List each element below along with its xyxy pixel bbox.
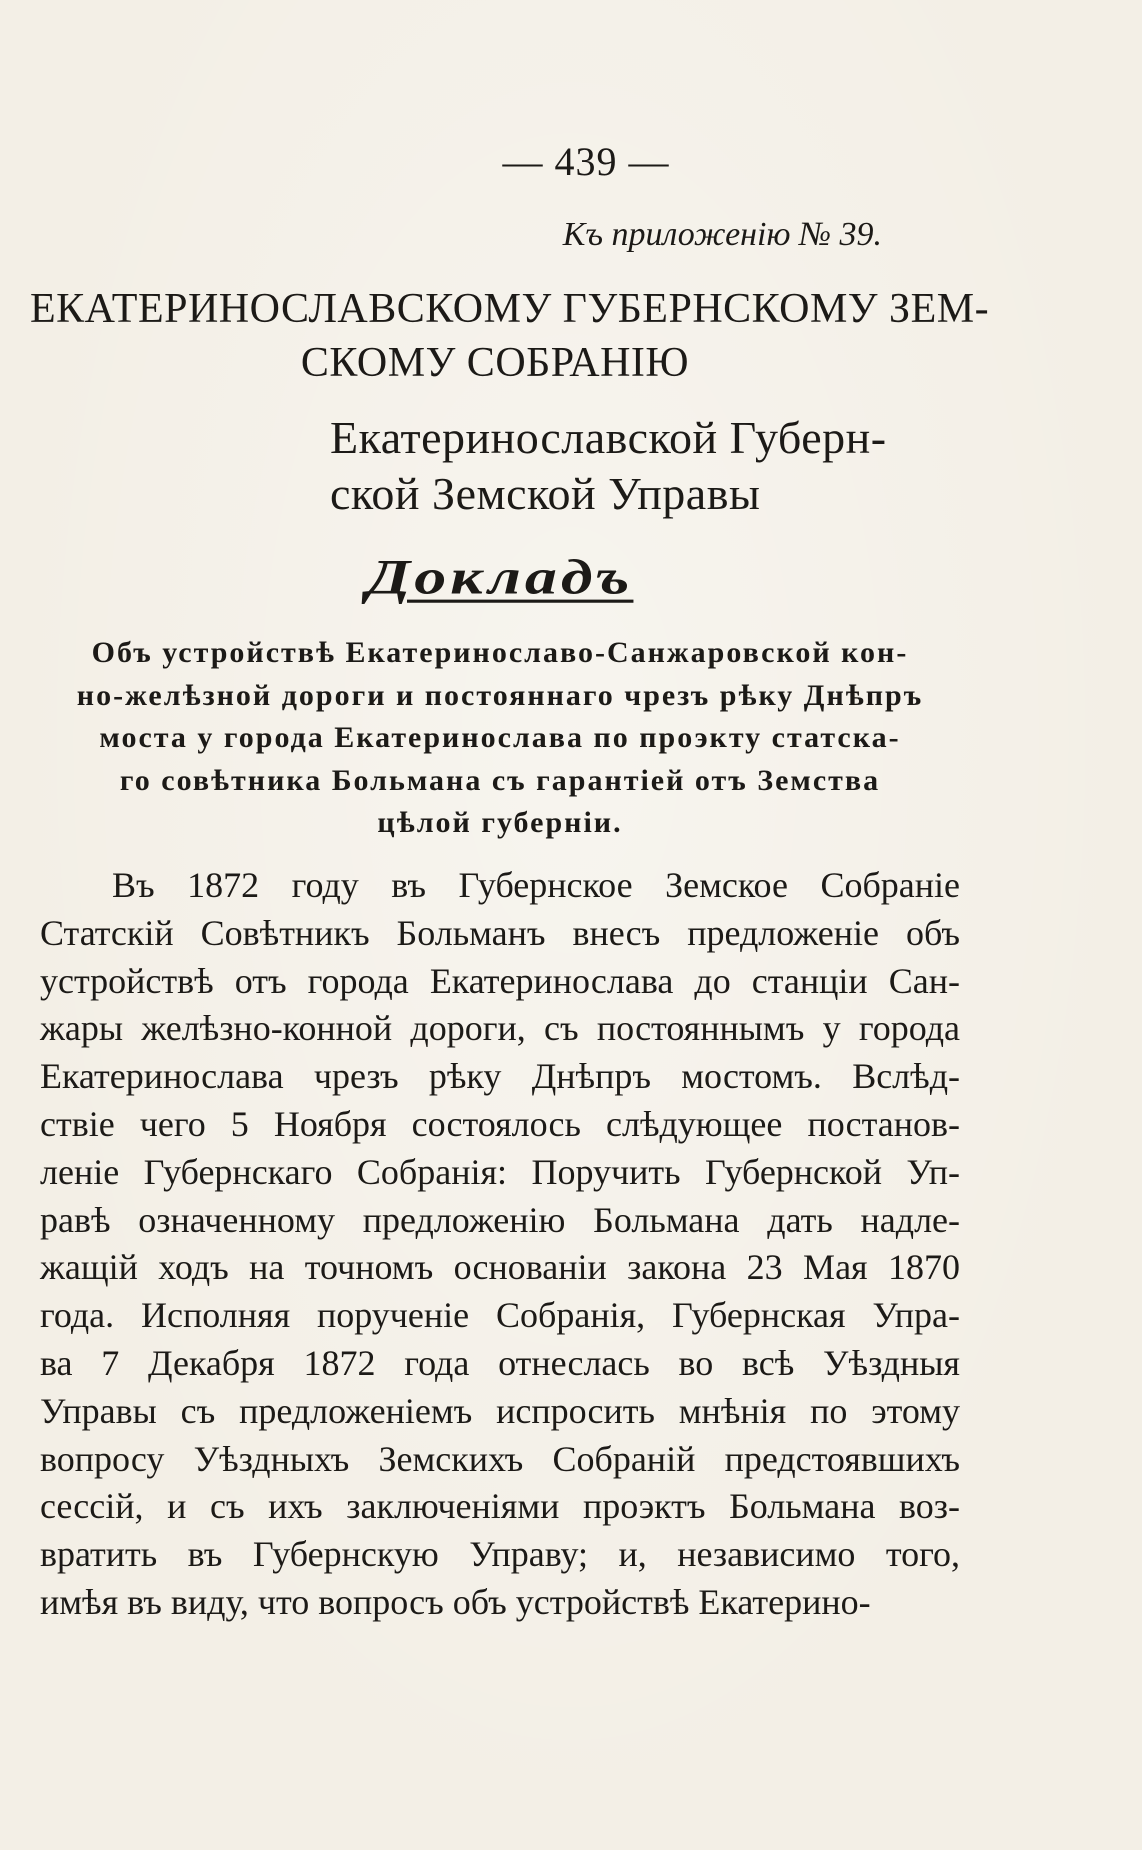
- body-line: ствіе чего 5 Ноября состоялось слѣдующее постанов-: [40, 1103, 960, 1144]
- body-line: Управы съ предложеніемъ испросить мнѣнія по этому: [40, 1390, 960, 1431]
- body-line: Екатеринослава чрезъ рѣку Днѣпръ мостомъ. Вслѣд-: [40, 1056, 960, 1097]
- addressee-line: СКОМУ СОБРАНІЮ: [300, 340, 690, 386]
- body-line: леніе Губернскаго Собранія: Поручить Губернской Уп-: [40, 1151, 960, 1192]
- subject-line: моста у города Екатеринослава по проэкту статска-: [99, 721, 901, 754]
- body-line: Въ 1872 году въ Губернское Земское Собраніе: [112, 865, 960, 905]
- body-line: равѣ означенному предложенію Больмана дать надле-: [40, 1199, 960, 1240]
- report-subject: [40, 632, 960, 845]
- addressee-heading: [30, 282, 990, 390]
- addressee-line: ЕКАТЕРИНОСЛАВСКОМУ ГУБЕРНСКОМУ ЗЕМ-: [30, 286, 990, 332]
- subject-line: но-желѣзной дороги и постояннаго чрезъ рѣку Днѣпръ: [76, 678, 924, 712]
- body-line: имѣя въ виду, что вопросъ объ устройствѣ Екатерино-: [40, 1581, 871, 1622]
- body-line: года. Исполняя порученіе Собранія, Губернская Упра-: [40, 1295, 960, 1336]
- sender-line: Екатеринославской Губерн-: [330, 412, 887, 463]
- body-line: ва 7 Декабря 1872 года отнеслась во всѣ Уѣздныя: [40, 1342, 960, 1383]
- report-title: Докладъ: [366, 548, 634, 605]
- sender-heading: [330, 410, 970, 522]
- body-line: устройствѣ отъ города Екатеринослава до станціи Сан-: [40, 960, 960, 1001]
- body-line: сессій, и съ ихъ заключеніями проэктъ Больмана воз-: [40, 1486, 960, 1527]
- body-line: жары желѣзно-конной дороги, съ постояннымъ у города: [40, 1008, 960, 1049]
- body-line: жащій ходъ на точномъ основаніи закона 23 Мая 1870: [40, 1247, 960, 1288]
- body-line: Статскій Совѣтникъ Больманъ внесъ предложеніе объ: [40, 912, 960, 953]
- subject-line: го совѣтника Больмана съ гарантіей отъ Земства: [119, 763, 881, 797]
- body-line: вопросу Уѣздныхъ Земскихъ Собраній предстоявшихъ: [40, 1438, 960, 1479]
- appendix-reference: Къ приложенію № 39.: [562, 216, 882, 253]
- body-paragraph: [40, 862, 960, 1627]
- body-line: вратить въ Губернскую Управу; и, независимо того,: [40, 1534, 960, 1575]
- sender-line: ской Земской Управы: [330, 468, 761, 519]
- subject-line: цѣлой губерніи.: [377, 806, 623, 839]
- page-number: — 439 —: [502, 139, 670, 184]
- subject-line: Объ устройствѣ Екатеринославо-Санжаровской кон-: [91, 636, 909, 669]
